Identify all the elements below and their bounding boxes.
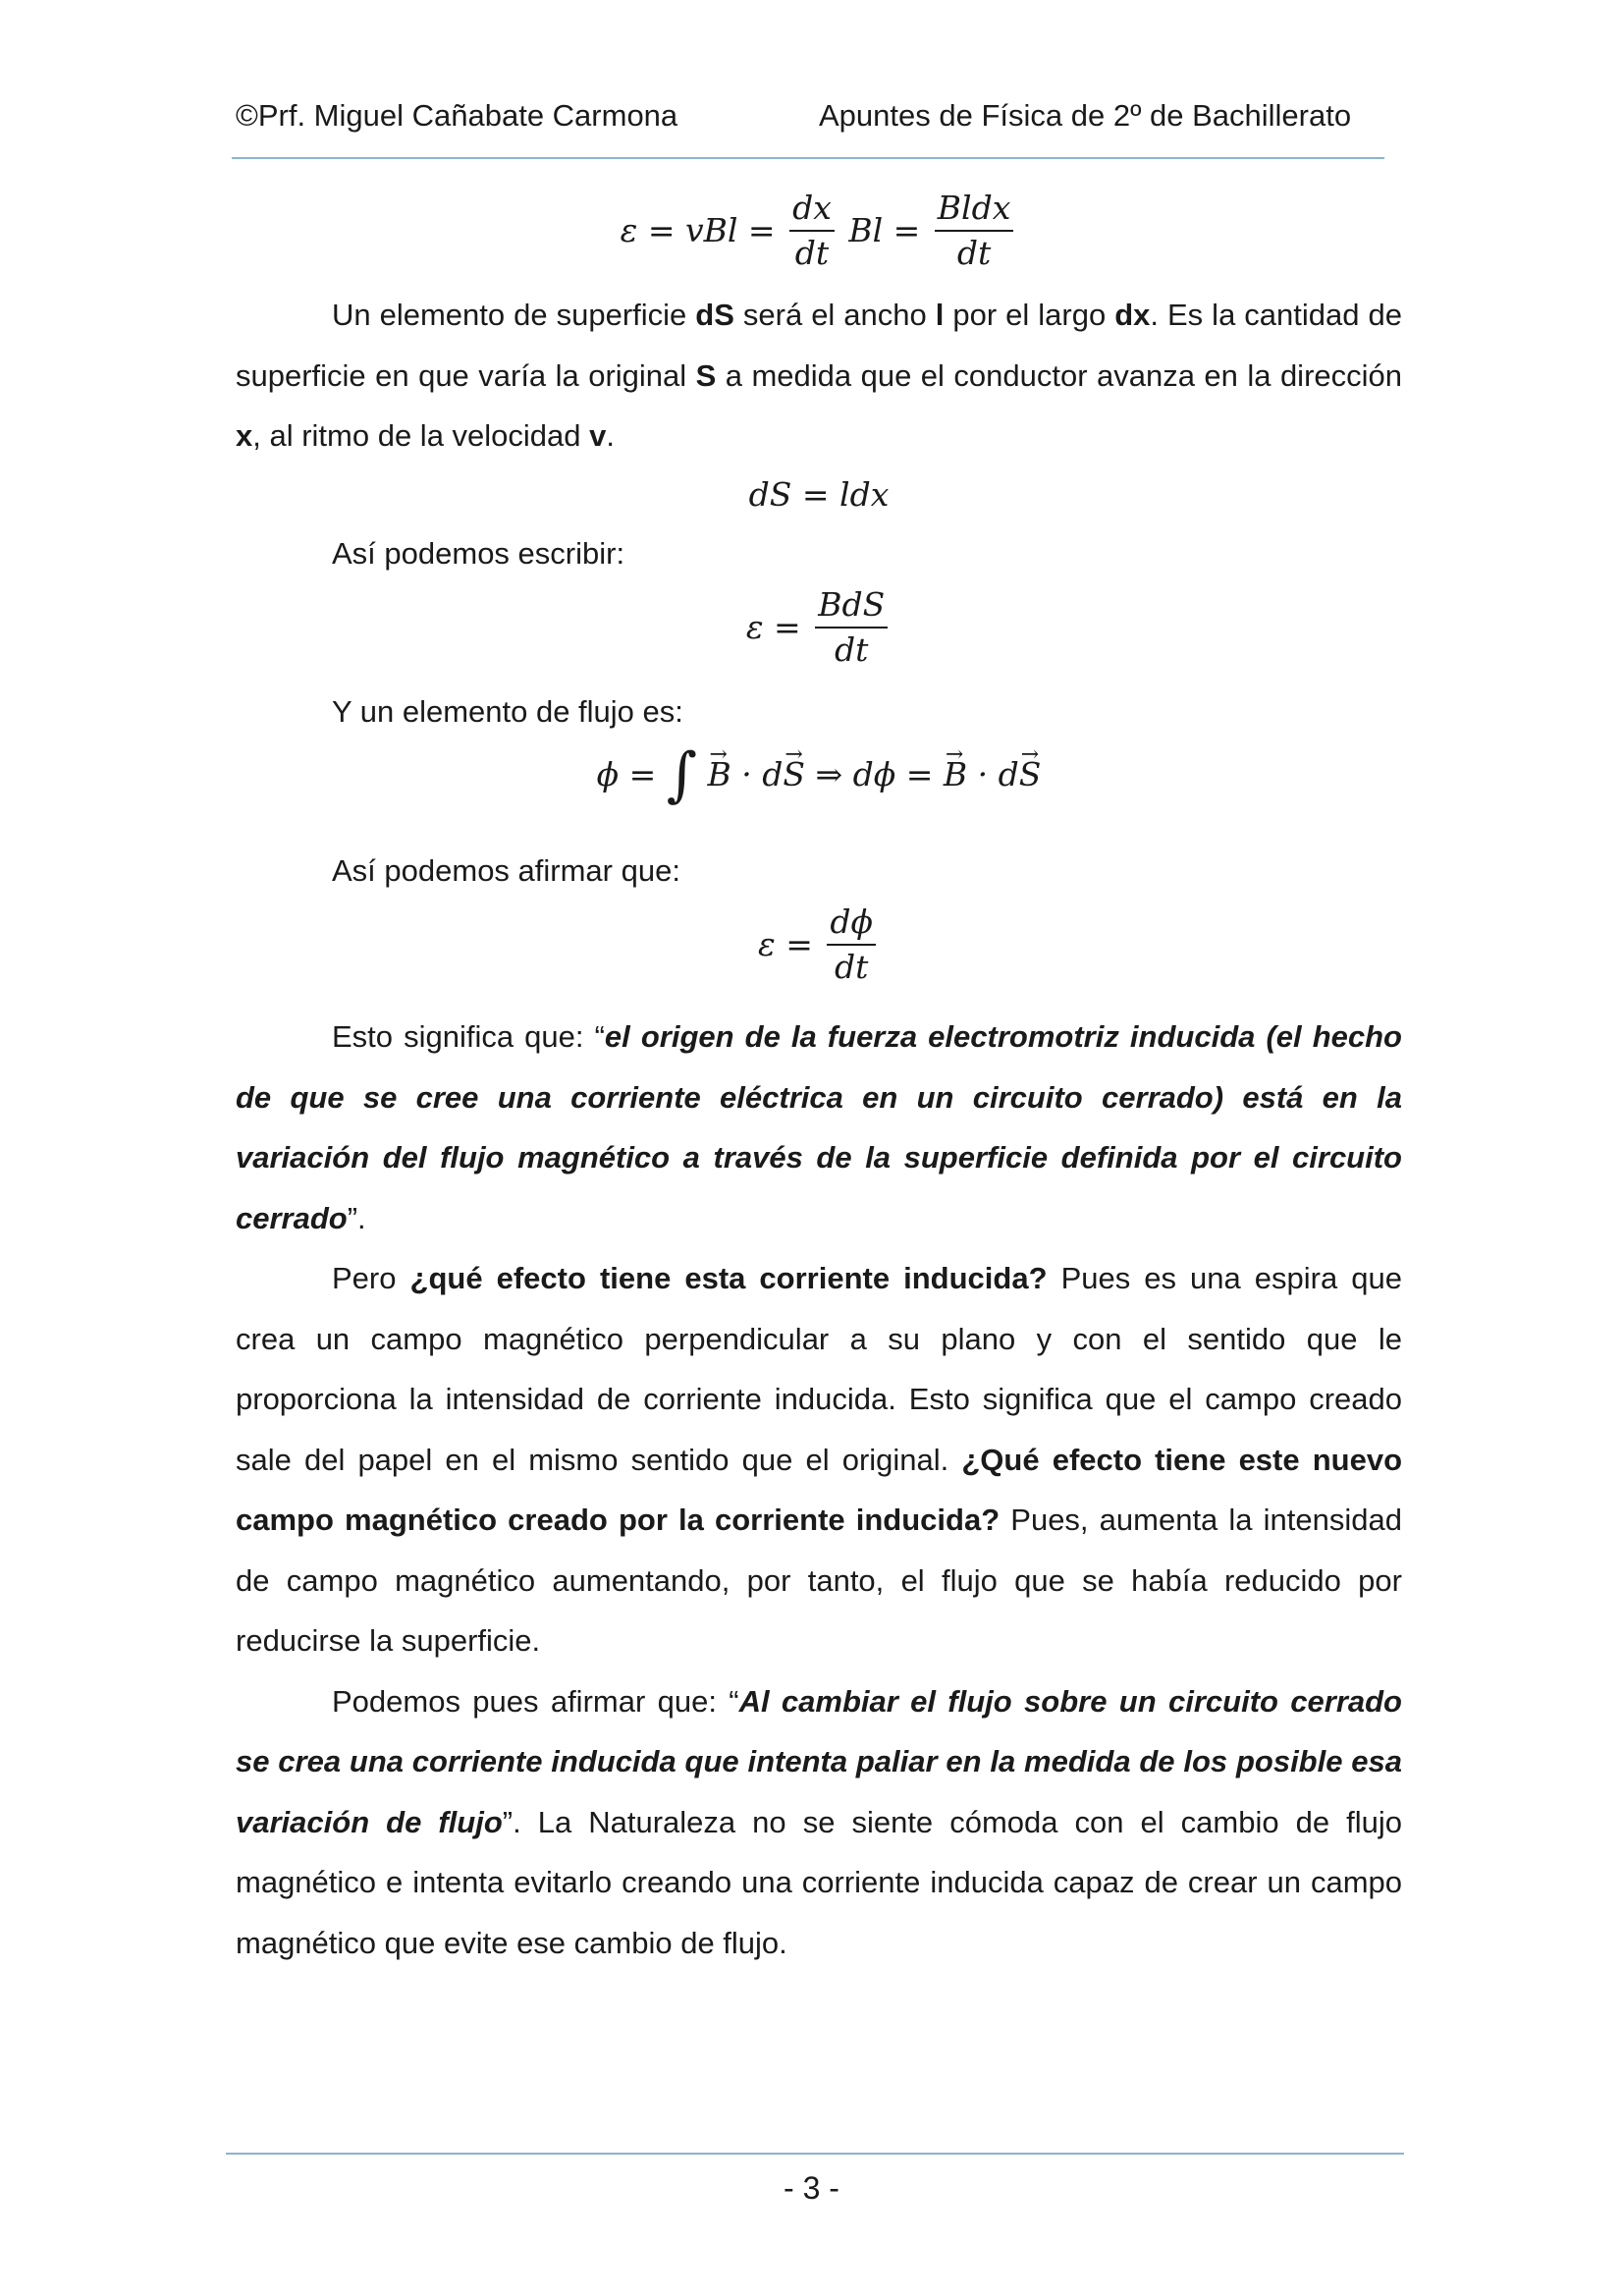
bold-italic-quote: el origen de la fuerza electromotriz inducida (el hecho de que se cree una corriente eléctrica en un circuito cerrado) está en la variación del flujo magnético a través de la superficie definida por el circuito cerrado (236, 1019, 1402, 1235)
vector-b: → B (708, 751, 731, 798)
paragraph-ley-lenz (236, 1671, 1402, 1974)
paragraph-asi-afirmar: Así podemos afirmar que: (332, 852, 680, 888)
equation-emf-bds (236, 583, 1402, 682)
header-course-title: Apuntes de Física de 2º de Bachillerato (819, 98, 1352, 133)
page-body (236, 187, 1402, 1973)
footer-rule (226, 2153, 1404, 2155)
eq5-denominator: dt (834, 948, 869, 986)
vector-s: → S (783, 751, 805, 798)
paragraph-surface-element (236, 285, 1402, 466)
bold-run: x (236, 418, 253, 453)
eq5-fraction (827, 901, 876, 989)
bold-question: ¿Qué efecto tiene este nuevo campo magnético creado por la corriente inducida? (236, 1442, 1403, 1537)
eq4-implies: ⇒ dϕ = (815, 754, 934, 793)
text-run: . Es la cantidad de superficie en que varía la original (236, 298, 1402, 393)
eq5-numerator: dϕ (827, 901, 876, 946)
eq5-lhs: ε = (758, 925, 813, 963)
equation-emf-dphi (236, 901, 1402, 1007)
text-run: Pues es una espira que crea un campo magnético perpendicular a su plano y con el sentido que le proporciona la intensidad de corriente inducida. Esto significa que el campo creado sale del papel en el mismo sentido que el original. (236, 1261, 1402, 1477)
text-run: Pues, aumenta la intensidad de campo magnético aumentando, por tanto, el flujo que se había reducido por reducirse la superficie. (236, 1503, 1402, 1658)
equation-ds: dS = ldx (748, 474, 890, 514)
vector-b: → B (944, 751, 967, 798)
equation-flux (236, 739, 1402, 841)
paragraph-elemento-flujo: Y un elemento de flujo es: (332, 694, 683, 729)
header-rule (232, 157, 1384, 159)
eq4-phi: ϕ = (596, 754, 657, 793)
text-run: , al ritmo de la velocidad (252, 418, 590, 453)
text-run: a medida que el conductor avanza en la dirección (716, 357, 1403, 393)
dot-operator: · (741, 754, 752, 793)
eq1-frac2-denominator: dt (956, 234, 992, 272)
paragraph-origen-fem (236, 1007, 1402, 1248)
eq3-fraction (815, 583, 888, 672)
bold-question: ¿qué efecto tiene esta corriente inducida? (409, 1261, 1048, 1295)
paragraph-efecto-corriente (236, 1248, 1402, 1671)
paragraph-asi-escribir: Así podemos escribir: (332, 535, 625, 571)
text-run: Pero (332, 1261, 410, 1295)
eq3-denominator: dt (834, 630, 869, 669)
bold-run: dx (1114, 298, 1151, 332)
eq1-frac2-numerator: Bldx (935, 187, 1014, 232)
text-run: por el largo (944, 298, 1115, 332)
page-header (236, 98, 1394, 137)
text-run: ”. (347, 1200, 366, 1235)
eq1-middle: Bl = (848, 211, 921, 249)
bold-run: v (589, 418, 607, 453)
text-run: Un elemento de superficie (332, 298, 696, 332)
eq1-fraction-bldx-dt (935, 187, 1014, 275)
bold-run: S (695, 357, 717, 393)
eq1-frac1-denominator: dt (794, 234, 830, 272)
eq1-fraction-dx-dt (789, 187, 835, 275)
eq3-lhs: ε = (745, 608, 801, 646)
header-author: ©Prf. Miguel Cañabate Carmona (236, 98, 678, 133)
bold-run: dS (695, 298, 734, 332)
dot-operator: · (977, 754, 989, 793)
differential-d: d (762, 754, 784, 793)
eq1-lhs: ε = vBl = (620, 211, 776, 249)
eq1-frac1-numerator: dx (789, 187, 835, 232)
text-run: será el ancho (733, 298, 936, 332)
page-number: - 3 - (784, 2170, 839, 2206)
eq3-numerator: BdS (815, 583, 888, 629)
bold-italic-quote: Al cambiar el flujo sobre un circuito cerrado se crea una corriente inducida que intenta paliar en la medida de los posible esa variación de flujo (236, 1683, 1402, 1839)
integral-sign-icon: ∫ (666, 739, 697, 809)
equation-emf-velocity (236, 187, 1402, 285)
differential-d: d (998, 754, 1019, 793)
eq4-integrand (708, 751, 1042, 798)
vector-s: → S (1019, 751, 1042, 798)
text-run: . (606, 418, 616, 453)
text-run: Esto significa que: “ (332, 1019, 605, 1054)
text-run: ”. La Naturaleza no se siente cómoda con el cambio de flujo magnético e intenta evitarlo creando una corriente inducida capaz de crear un campo magnético que evite ese cambio de flujo. (236, 1804, 1402, 1960)
bold-run: l (935, 298, 945, 332)
text-run: Podemos pues afirmar que: “ (332, 1683, 739, 1719)
